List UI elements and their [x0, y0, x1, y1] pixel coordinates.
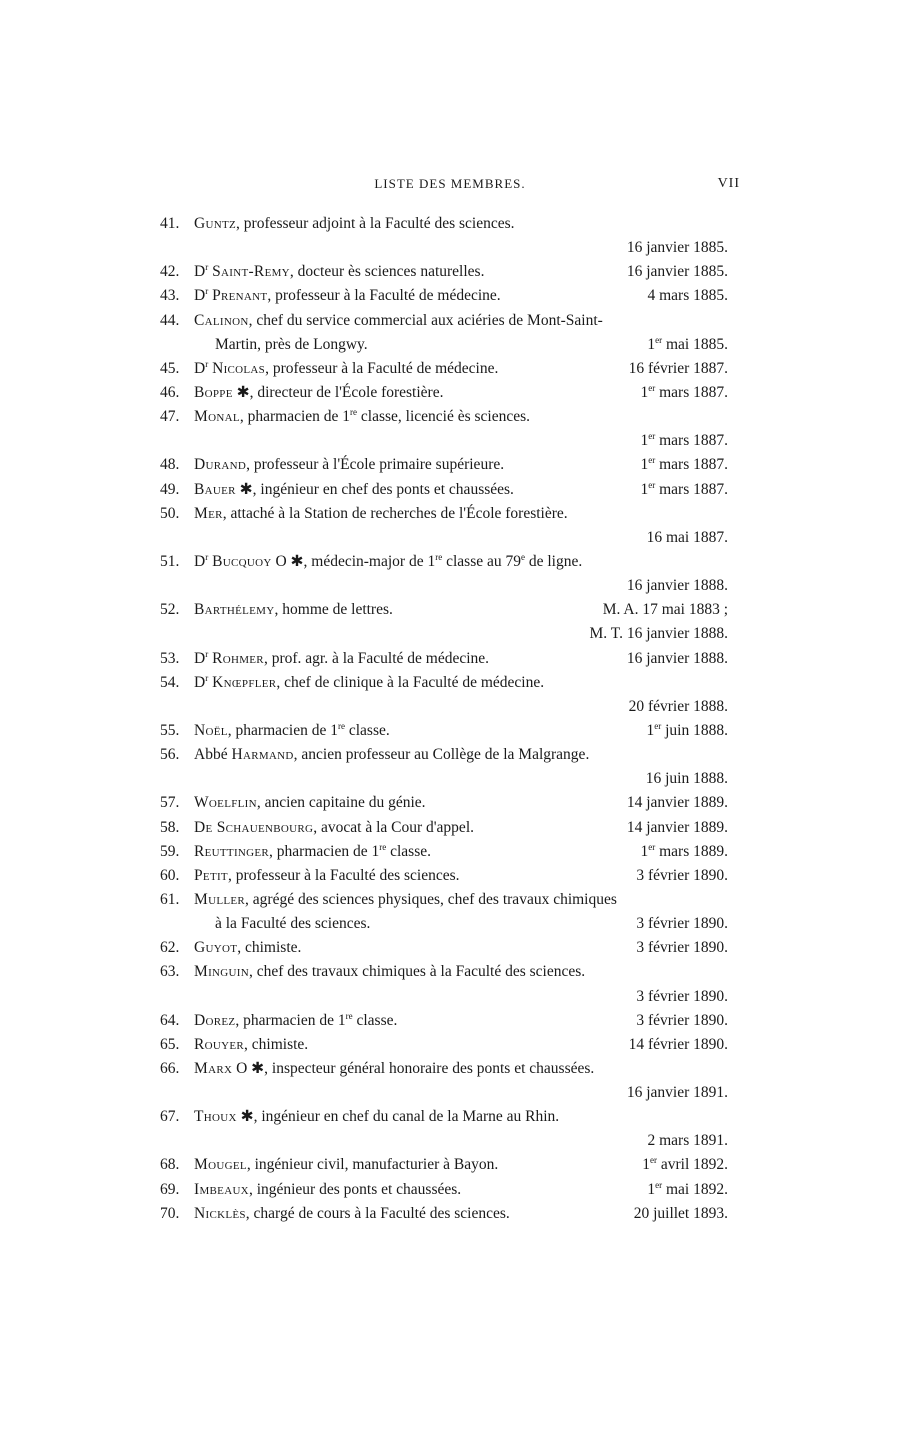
member-date: 20 février 1888. [628, 697, 728, 715]
member-date: 16 janvier 1885. [626, 239, 728, 257]
member-date: 16 janvier 1888. [626, 577, 728, 595]
entry-number: 52. [160, 601, 180, 619]
member-name: Guyot [194, 939, 238, 957]
entry-number: 65. [160, 1035, 180, 1053]
member-date: 1er mars 1887. [640, 382, 728, 401]
member-date: 14 janvier 1889. [626, 818, 728, 836]
entry-number: 43. [160, 287, 180, 305]
member-name: Noël [194, 721, 228, 739]
member-description: , professeur à la Faculté de médecine. [265, 359, 499, 377]
member-date: 3 février 1890. [636, 939, 728, 957]
entry-number: 49. [160, 480, 180, 498]
member-date: 1er mars 1887. [640, 479, 728, 498]
member-date: 1er mai 1892. [647, 1179, 728, 1198]
member-date: 1er mars 1887. [640, 455, 728, 474]
member-name: Bauer [194, 480, 236, 498]
member-description: , chimiste. [244, 1035, 309, 1053]
member-name: Rouyer [194, 1035, 245, 1053]
list-item [160, 1057, 728, 1105]
member-date: M. A. 17 mai 1883 ; [602, 601, 728, 619]
member-name: Bucquoy [212, 552, 272, 570]
member-date: 1er juin 1888. [646, 720, 728, 739]
entry-number: 48. [160, 456, 180, 474]
member-date: 1er mars 1887. [640, 431, 728, 450]
entry-number: 57. [160, 794, 180, 812]
entry-number: 68. [160, 1156, 180, 1174]
entry-number: 45. [160, 359, 180, 377]
list-item [160, 357, 728, 381]
member-date: 3 février 1890. [636, 987, 728, 1005]
member-date: 20 juillet 1893. [633, 1204, 728, 1222]
entry-number: 46. [160, 383, 180, 401]
member-description: , avocat à la Cour d'appel. [313, 818, 474, 836]
member-description: , pharmacien de 1re classe, licencié ès sciences. [239, 406, 531, 426]
list-item [160, 647, 728, 671]
list-item [160, 502, 728, 550]
entry-number: 61. [160, 890, 180, 908]
member-description: , ancien professeur au Collège de la Malgrange. [293, 746, 590, 764]
entry-number: 63. [160, 963, 180, 981]
member-name: Monal [194, 408, 240, 426]
member-description: , ancien capitaine du génie. [256, 794, 426, 812]
member-description: O ✱, inspecteur général honoraire des ponts et chaussées. [232, 1059, 595, 1077]
entry-number: 44. [160, 311, 180, 329]
entry-title: $D^r$ [194, 648, 209, 667]
member-date: 2 mars 1891. [647, 1132, 728, 1150]
member-date: 16 janvier 1888. [626, 649, 728, 667]
member-description: , ingénieur des ponts et chaussées. [248, 1180, 462, 1198]
member-name: Dorez [194, 1011, 236, 1029]
member-description: , attaché à la Station de recherches de l'École forestière. [222, 504, 568, 522]
list-item [160, 671, 728, 719]
entry-number: 70. [160, 1204, 180, 1222]
member-name: Barthélemy [194, 601, 275, 619]
member-date: 1er avril 1892. [642, 1155, 728, 1174]
list-item [160, 309, 728, 357]
member-date: 3 février 1890. [636, 1011, 728, 1029]
member-name: Mer [194, 504, 223, 522]
entry-title: Abbé [194, 746, 228, 764]
list-item [160, 381, 728, 405]
member-date: 14 janvier 1889. [626, 794, 728, 812]
page-number: VII [717, 176, 740, 191]
list-item [160, 1178, 728, 1202]
entry-number: 50. [160, 504, 180, 522]
member-description: , chargé de cours à la Faculté des sciences. [245, 1204, 510, 1222]
member-date: 4 mars 1885. [647, 287, 728, 305]
member-name: Calinon [194, 311, 249, 329]
member-name: Thoux [194, 1108, 237, 1126]
member-date: 14 février 1890. [628, 1035, 728, 1053]
member-description: , pharmacien de 1re classe. [269, 841, 431, 860]
list-item [160, 1202, 728, 1226]
member-description: , chef de clinique à la Faculté de médecine. [276, 673, 545, 691]
list-item [160, 960, 728, 1008]
member-description: ✱, ingénieur en chef du canal de la Marne au Rhin. [236, 1108, 560, 1126]
list-item [160, 453, 728, 477]
member-name: Imbeaux [194, 1180, 249, 1198]
list-item [160, 405, 728, 453]
member-name: Petit [194, 866, 228, 884]
member-date-secondary: M. T. 16 janvier 1888. [589, 625, 728, 643]
entry-number: 58. [160, 818, 180, 836]
member-name: Minguin [194, 963, 249, 981]
member-description: , chef du service commercial aux aciéries de Mont-Saint- [248, 311, 603, 329]
member-name: Mougel [194, 1156, 247, 1174]
member-description-cont: à la Faculté des sciences. [215, 915, 371, 933]
entry-number: 51. [160, 552, 180, 570]
member-date: 1er mars 1889. [640, 841, 728, 860]
page-title: LISTE DES MEMBRES. [374, 176, 526, 191]
list-item [160, 1105, 728, 1153]
entry-number: 41. [160, 215, 180, 232]
member-description: , agrégé des sciences physiques, chef des travaux chimiques [245, 890, 617, 908]
member-description: O ✱, médecin-major de 1re classe au 79e de ligne. [271, 551, 583, 570]
entry-title: $D^r$ [194, 262, 209, 281]
entry-number: 69. [160, 1180, 180, 1198]
member-description: ✱, ingénieur en chef des ponts et chaussées. [235, 480, 514, 498]
entry-number: 47. [160, 408, 180, 426]
member-description: , chimiste. [237, 939, 302, 957]
entry-title: $D^r$ [194, 551, 209, 570]
member-description: , chef des travaux chimiques à la Faculté des sciences. [248, 963, 586, 981]
running-header [160, 176, 740, 196]
member-description-cont: Martin, près de Longwy. [215, 335, 368, 353]
entry-number: 54. [160, 673, 180, 691]
list-item [160, 791, 728, 815]
list-item [160, 1153, 728, 1177]
member-name: Saint-Remy [212, 263, 290, 281]
member-date: 16 février 1887. [628, 359, 728, 377]
entry-title: $D^r$ [194, 286, 209, 305]
member-description: , docteur ès sciences naturelles. [289, 263, 485, 281]
member-description: , professeur adjoint à la Faculté des sciences. [236, 215, 515, 232]
list-item [160, 864, 728, 888]
list-item [160, 1033, 728, 1057]
entry-number: 53. [160, 649, 180, 667]
member-name: Prenant [212, 287, 268, 305]
member-name: De Schauenbourg [194, 818, 314, 836]
member-description: , ingénieur civil, manufacturier à Bayon. [246, 1156, 499, 1174]
member-name: Woelflin [194, 794, 257, 812]
list-item [160, 598, 728, 646]
entry-number: 66. [160, 1059, 180, 1077]
entry-title: $D^r$ [194, 672, 209, 691]
entry-number: 64. [160, 1011, 180, 1029]
list-item [160, 478, 728, 502]
member-name: Harmand [231, 746, 294, 764]
list-item [160, 816, 728, 840]
member-name: Guntz [194, 215, 237, 232]
member-name: Rohmer [212, 649, 264, 667]
member-name: Nicolas [212, 359, 266, 377]
list-item [160, 888, 728, 936]
member-name: Muller [194, 890, 246, 908]
member-description: , professeur à la Faculté de médecine. [267, 287, 501, 305]
member-description: , prof. agr. à la Faculté de médecine. [263, 649, 490, 667]
member-date: 16 janvier 1891. [626, 1084, 728, 1102]
member-description: , pharmacien de 1re classe. [227, 720, 390, 739]
member-description: , professeur à l'École primaire supérieure. [246, 456, 505, 474]
list-item [160, 743, 728, 791]
member-name: Knœpfler [212, 673, 277, 691]
member-name: Reuttinger [194, 842, 270, 860]
member-description: , pharmacien de 1re classe. [235, 1010, 398, 1029]
list-item [160, 1009, 728, 1033]
entry-number: 60. [160, 866, 180, 884]
member-name: Durand [194, 456, 247, 474]
member-name: Nicklès [194, 1204, 246, 1222]
member-list [160, 212, 728, 1226]
entry-number: 42. [160, 263, 180, 281]
list-item [160, 260, 728, 284]
member-date: 3 février 1890. [636, 866, 728, 884]
list-item [160, 840, 728, 864]
list-item [160, 936, 728, 960]
list-item [160, 550, 728, 598]
list-item [160, 719, 728, 743]
member-date: 3 février 1890. [636, 915, 728, 933]
member-description: , homme de lettres. [274, 601, 393, 619]
list-item [160, 212, 728, 260]
entry-number: 56. [160, 746, 180, 764]
entry-number: 67. [160, 1108, 180, 1126]
member-name: Boppe [194, 383, 233, 401]
list-item [160, 284, 728, 308]
member-description: , professeur à la Faculté des sciences. [227, 866, 460, 884]
member-date: 16 juin 1888. [645, 770, 728, 788]
member-date: 1er mai 1885. [647, 334, 728, 353]
entry-title: $D^r$ [194, 358, 209, 377]
member-name: Marx [194, 1059, 233, 1077]
entry-number: 59. [160, 842, 180, 860]
entry-number: 55. [160, 721, 180, 739]
member-date: 16 mai 1887. [646, 528, 728, 546]
member-date: 16 janvier 1885. [626, 263, 728, 281]
member-description: ✱, directeur de l'École forestière. [232, 383, 444, 401]
entry-number: 62. [160, 939, 180, 957]
